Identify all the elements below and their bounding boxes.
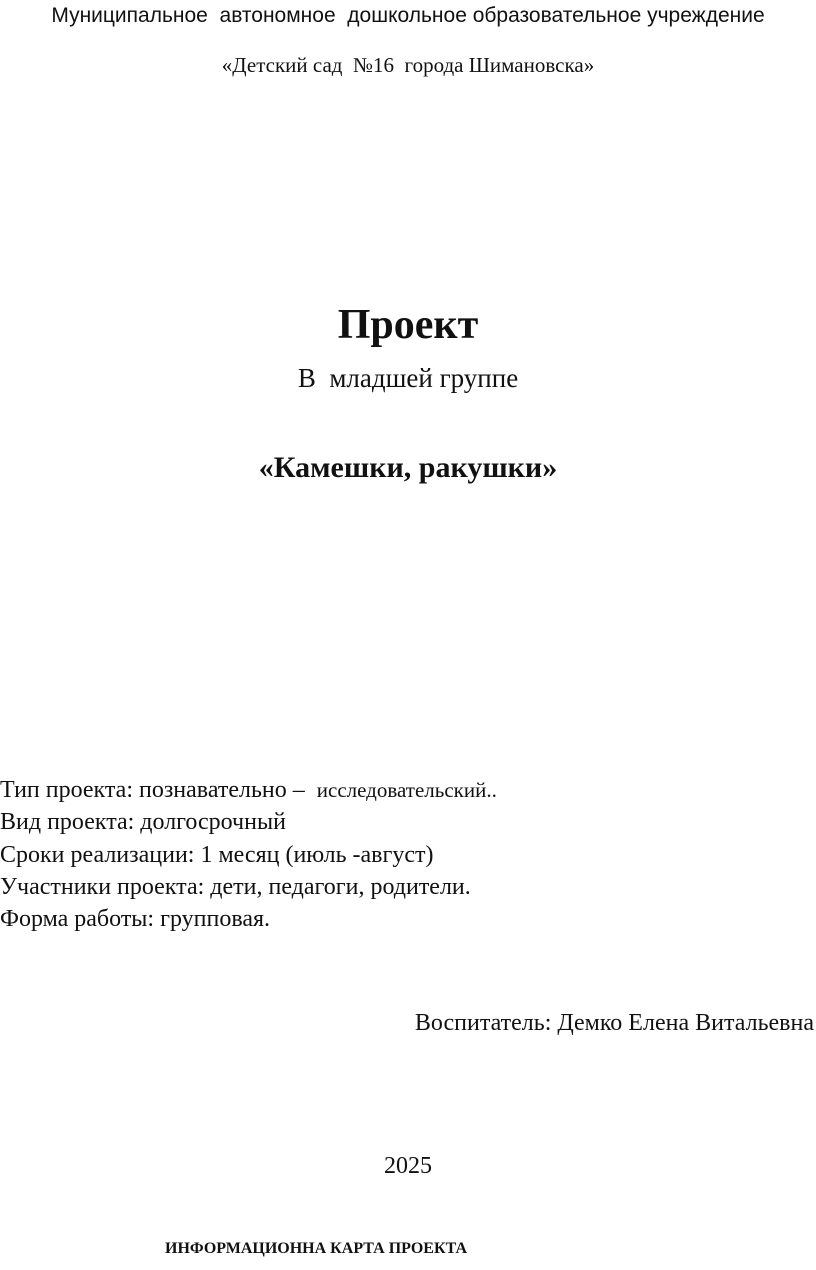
- institution-name-line1: Муниципальное автономное дошкольное образовательное учреждение: [51, 4, 765, 27]
- project-kind: Вид проекта: долгосрочный: [0, 809, 286, 835]
- project-participants: Участники проекта: дети, педагоги, родители.: [0, 874, 471, 900]
- info-card-heading: ИНФОРМАЦИОННА КАРТА ПРОЕКТА: [165, 1240, 468, 1257]
- project-type-label: Тип проекта: познавательно –: [0, 777, 317, 803]
- year: 2025: [384, 1153, 432, 1179]
- project-type-value: исследовательский..: [316, 778, 497, 802]
- project-work-form: Форма работы: групповая.: [0, 906, 271, 932]
- teacher-name: Воспитатель: Демко Елена Витальевна: [414, 1010, 814, 1036]
- project-type: [0, 777, 497, 804]
- project-terms: Сроки реализации: 1 месяц (июль -август): [0, 842, 434, 868]
- document-title: Проект: [337, 302, 479, 348]
- project-name: «Камешки, ракушки»: [258, 451, 558, 484]
- institution-name-line2: «Детский сад №16 города Шимановска»: [221, 53, 595, 77]
- group-subtitle: В младшей группе: [297, 363, 519, 393]
